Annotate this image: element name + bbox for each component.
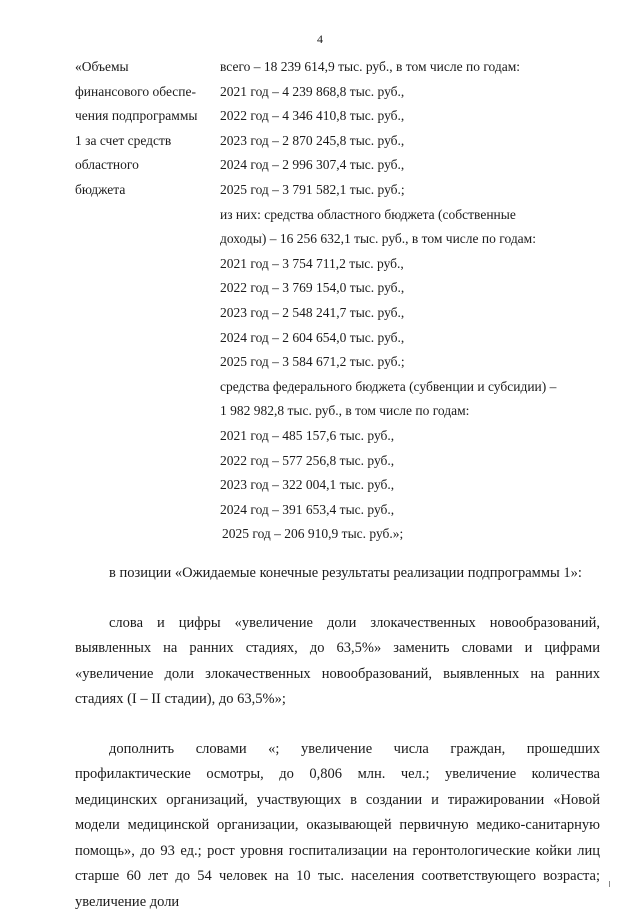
value-line: 2025 год – 3 584 671,2 тыс. руб.; [220,350,600,375]
value-line: 2025 год – 206 910,9 тыс. руб.»; [220,522,600,547]
label-line: 1 за счет средств [75,129,215,154]
value-line: доходы) – 16 256 632,1 тыс. руб., в том числе по годам: [220,227,600,252]
value-line: 2022 год – 3 769 154,0 тыс. руб., [220,276,600,301]
position-label [75,55,215,203]
value-line: 2024 год – 2 604 654,0 тыс. руб., [220,326,600,351]
value-line: 2021 год – 485 157,6 тыс. руб., [220,424,600,449]
page-number: 4 [0,32,640,47]
value-line: всего – 18 239 614,9 тыс. руб., в том числе по годам: [220,55,600,80]
label-line: чения подпрограммы [75,104,215,129]
label-line: бюджета [75,178,215,203]
value-line: 2024 год – 2 996 307,4 тыс. руб., [220,153,600,178]
value-line: из них: средства областного бюджета (собственные [220,203,600,228]
value-line: 1 982 982,8 тыс. руб., в том числе по годам: [220,399,600,424]
paragraph-replace-words: слова и цифры «увеличение доли злокачественных новообразований, выявленных на ранних стадиях, до 63,5%» заменить словами и цифрами «увеличение доли злокачественных новообразований, выявленных на ранних стадиях (I – II стадии), до 63,5%»; [75,611,600,713]
funding-values [220,55,600,547]
label-line: областного [75,153,215,178]
value-line: 2023 год – 2 870 245,8 тыс. руб., [220,129,600,154]
value-line: 2022 год – 4 346 410,8 тыс. руб., [220,104,600,129]
label-line: «Объемы [75,55,215,80]
scan-mark [609,881,610,887]
value-line: средства федерального бюджета (субвенции и субсидии) – [220,375,600,400]
value-line: 2021 год – 3 754 711,2 тыс. руб., [220,252,600,277]
value-line: 2023 год – 2 548 241,7 тыс. руб., [220,301,600,326]
paragraph-expected-results: в позиции «Ожидаемые конечные результаты реализации подпрограммы 1»: [75,561,600,587]
value-line: 2024 год – 391 653,4 тыс. руб., [220,498,600,523]
paragraph-add-words: дополнить словами «; увеличение числа граждан, прошедших профилактические осмотры, до 0,806 млн. чел.; увеличение количества медицинских организаций, участвующих в создании и тиражировании «Новой модели медицинской организации, оказывающей первичную медико-санитарную помощь», до 93 ед.; рост уровня госпитализации на геронтологические койки лиц старше 60 лет до 54 человек на 10 тыс. населения соответствующего возраста; увеличение доли [75,737,600,915]
value-line: 2023 год – 322 004,1 тыс. руб., [220,473,600,498]
value-line: 2025 год – 3 791 582,1 тыс. руб.; [220,178,600,203]
value-line: 2021 год – 4 239 868,8 тыс. руб., [220,80,600,105]
value-line: 2022 год – 577 256,8 тыс. руб., [220,449,600,474]
label-line: финансового обеспе- [75,80,215,105]
